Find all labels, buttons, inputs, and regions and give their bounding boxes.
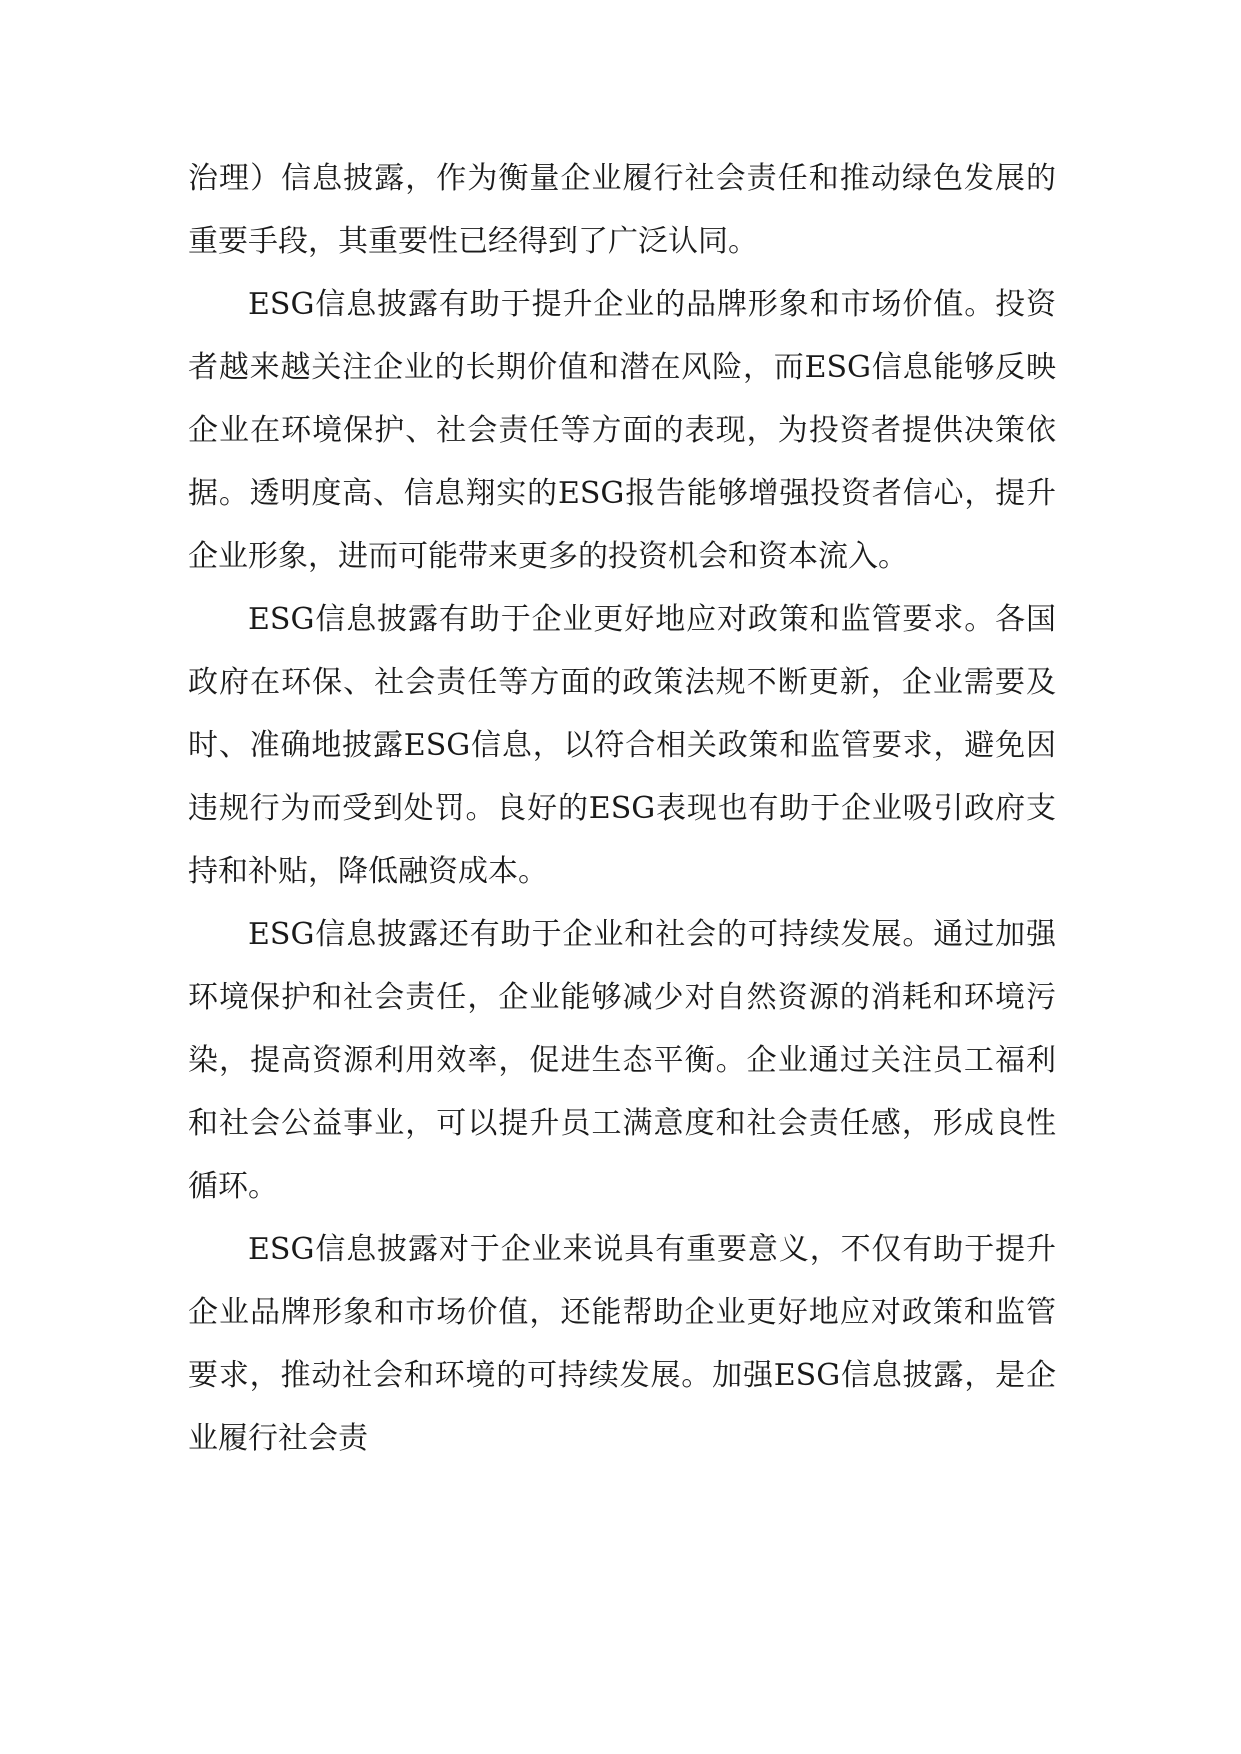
paragraph-continuation: 治理）信息披露，作为衡量企业履行社会责任和推动绿色发展的重要手段，其重要性已经得到了广泛认同。 xyxy=(188,161,1056,259)
body-text xyxy=(188,147,1056,1470)
paragraph-brand-value: ESG信息披露有助于提升企业的品牌形象和市场价值。投资者越来越关注企业的长期价值和潜在风险，而ESG信息能够反映企业在环境保护、社会责任等方面的表现，为投资者提供决策依据。透明度高、信息翔实的ESG报告能够增强投资者信心，提升企业形象，进而可能带来更多的投资机会和资本流入。 xyxy=(188,287,1056,574)
paragraph-regulation: ESG信息披露有助于企业更好地应对政策和监管要求。各国政府在环保、社会责任等方面的政策法规不断更新，企业需要及时、准确地披露ESG信息，以符合相关政策和监管要求，避免因违规行为而受到处罚。良好的ESG表现也有助于企业吸引政府支持和补贴，降低融资成本。 xyxy=(188,602,1056,889)
paragraph-sustainability: ESG信息披露还有助于企业和社会的可持续发展。通过加强环境保护和社会责任，企业能够减少对自然资源的消耗和环境污染，提高资源利用效率，促进生态平衡。企业通过关注员工福利和社会公益事业，可以提升员工满意度和社会责任感，形成良性循环。 xyxy=(188,917,1056,1204)
paragraph-summary: ESG信息披露对于企业来说具有重要意义，不仅有助于提升企业品牌形象和市场价值，还能帮助企业更好地应对政策和监管要求，推动社会和环境的可持续发展。加强ESG信息披露，是企业履行社会责 xyxy=(188,1232,1056,1456)
